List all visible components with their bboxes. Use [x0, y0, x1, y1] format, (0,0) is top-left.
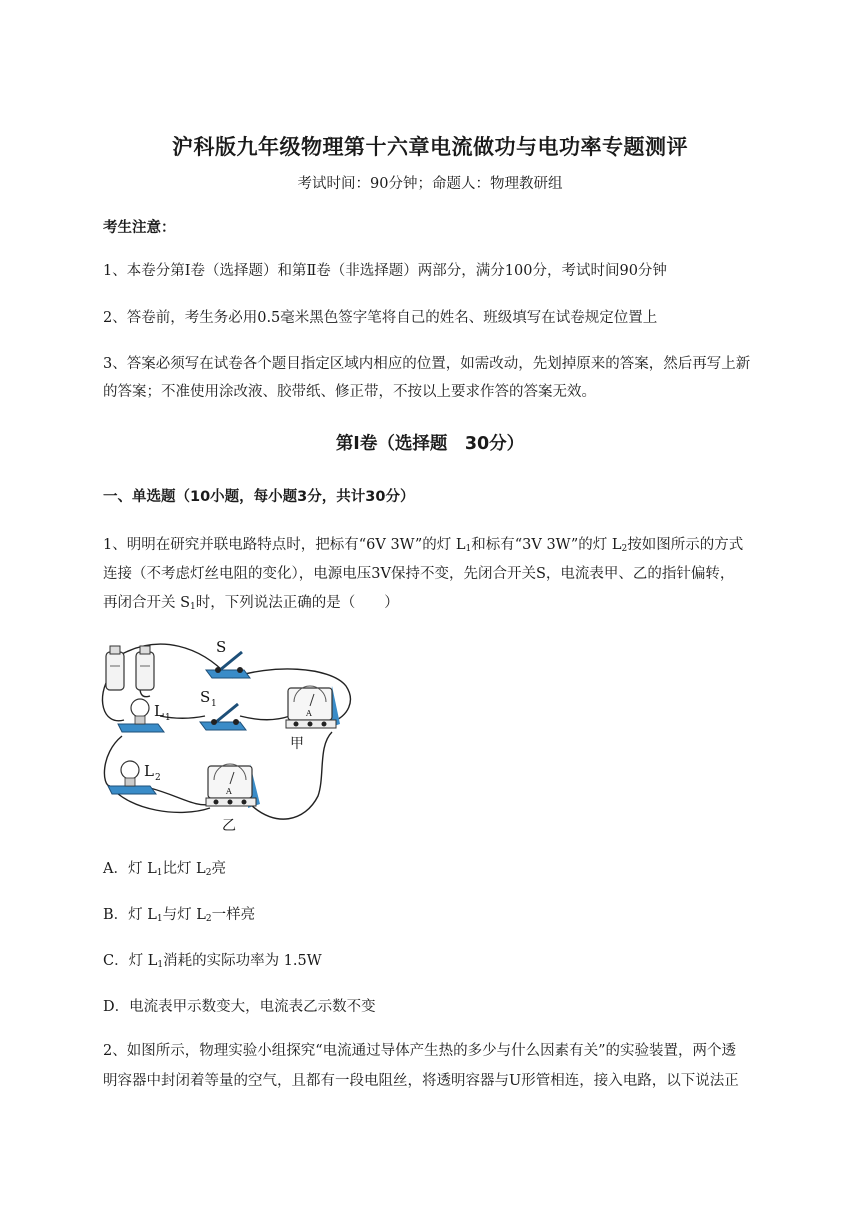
option-text: A．灯 L — [103, 861, 157, 877]
q2-line-2: 明容器中封闭着等量的空气，且都有一段电阻丝，将透明容器与U形管相连，接入电路，以下说法正 — [103, 1073, 739, 1089]
ammeter-yi-label: 乙 — [222, 818, 236, 834]
q1-text: 1、明明在研究并联电路特点时，把标有“6V 3W”的灯 L — [103, 537, 466, 553]
q1-line-1 — [103, 530, 803, 560]
subscript: 2 — [205, 868, 212, 878]
notice-heading: 考生注意： — [103, 220, 176, 236]
switch-s-label: S — [216, 638, 227, 656]
notice-item-1: 1、本卷分第Ⅰ卷（选择题）和第Ⅱ卷（非选择题）两部分，满分100分，考试时间90分钟 — [103, 263, 667, 279]
notice-item-2: 2、答卷前，考生务必用0.5毫米黑色签字笔将自己的姓名、班级填写在试卷规定位置上 — [103, 310, 658, 326]
option-d: D．电流表甲示数变大，电流表乙示数不变 — [103, 999, 376, 1015]
lamp-l2-label: L — [144, 762, 154, 780]
exam-info: 考试时间：90分钟；命题人：物理教研组 — [297, 176, 563, 192]
q1-text: 和标有“3V 3W”的灯 L — [471, 537, 622, 553]
switch-icon — [206, 652, 250, 678]
option-c — [103, 949, 322, 970]
q1-line-2: 连接（不考虑灯丝电阻的变化），电源电压3V保持不变，先闭合开关S，电流表甲、乙的指针偏转， — [103, 566, 735, 582]
subscript: 1 — [465, 544, 472, 554]
ammeter-jia-label: 甲 — [290, 736, 304, 752]
lamp-l1-label: L — [154, 702, 164, 720]
ammeter-a-label: A — [226, 787, 232, 796]
option-text: 一样亮 — [211, 907, 256, 923]
notice-item-3: 3、答案必须写在试卷各个题目指定区域内相应的位置，如需改动，先划掉原来的答案，然后再写上新 — [103, 356, 751, 372]
q1-text: 时，下列说法正确的是（ ） — [195, 595, 399, 611]
ammeter-icon — [206, 764, 260, 808]
option-text: 与灯 L — [162, 907, 206, 923]
q2-line-1: 2、如图所示，物理实验小组探究“电流通过导体产生热的多少与什么因素有关”的实验装置，两个透 — [103, 1043, 737, 1059]
notice-item-3-cont: 的答案；不准使用涂改液、胶带纸、修正带，不按以上要求作答的答案无效。 — [103, 384, 596, 400]
option-text: 亮 — [211, 861, 226, 877]
switch-s1-label: S — [200, 688, 211, 706]
section-title: 第Ⅰ卷（选择题 30分） — [335, 434, 525, 454]
page-title: 沪科版九年级物理第十六章电流做功与电功率专题测评 — [172, 135, 688, 159]
option-text: B．灯 L — [103, 907, 157, 923]
option-a — [103, 857, 226, 878]
q1-text: 再闭合开关 S — [103, 595, 191, 611]
subscript: 1 — [156, 868, 163, 878]
subscript: 1 — [156, 914, 163, 924]
subscript: 2 — [205, 914, 212, 924]
option-text: 消耗的实际功率为 1.5W — [163, 953, 322, 969]
q1-text: 按如图所示的方式 — [627, 537, 744, 553]
switch-icon — [200, 704, 246, 730]
q1-line-3 — [103, 588, 803, 618]
option-text: C．灯 L — [103, 953, 158, 969]
ammeter-a-label: A — [306, 709, 312, 718]
lamp-l2-subscript: 2 — [155, 773, 161, 783]
subscript: 1 — [157, 960, 164, 970]
ammeter-icon — [286, 686, 340, 728]
subscript: 1 — [190, 602, 196, 612]
option-text: 比灯 L — [162, 861, 206, 877]
subscript: 2 — [621, 544, 628, 554]
battery-icon — [106, 646, 154, 690]
part-heading: 一、单选题（10小题，每小题3分，共计30分） — [103, 489, 415, 505]
circuit-figure — [100, 636, 362, 838]
lamp-l1-subscript: 1 — [165, 713, 171, 723]
switch-s1-subscript: 1 — [211, 699, 217, 709]
option-b — [103, 903, 255, 924]
